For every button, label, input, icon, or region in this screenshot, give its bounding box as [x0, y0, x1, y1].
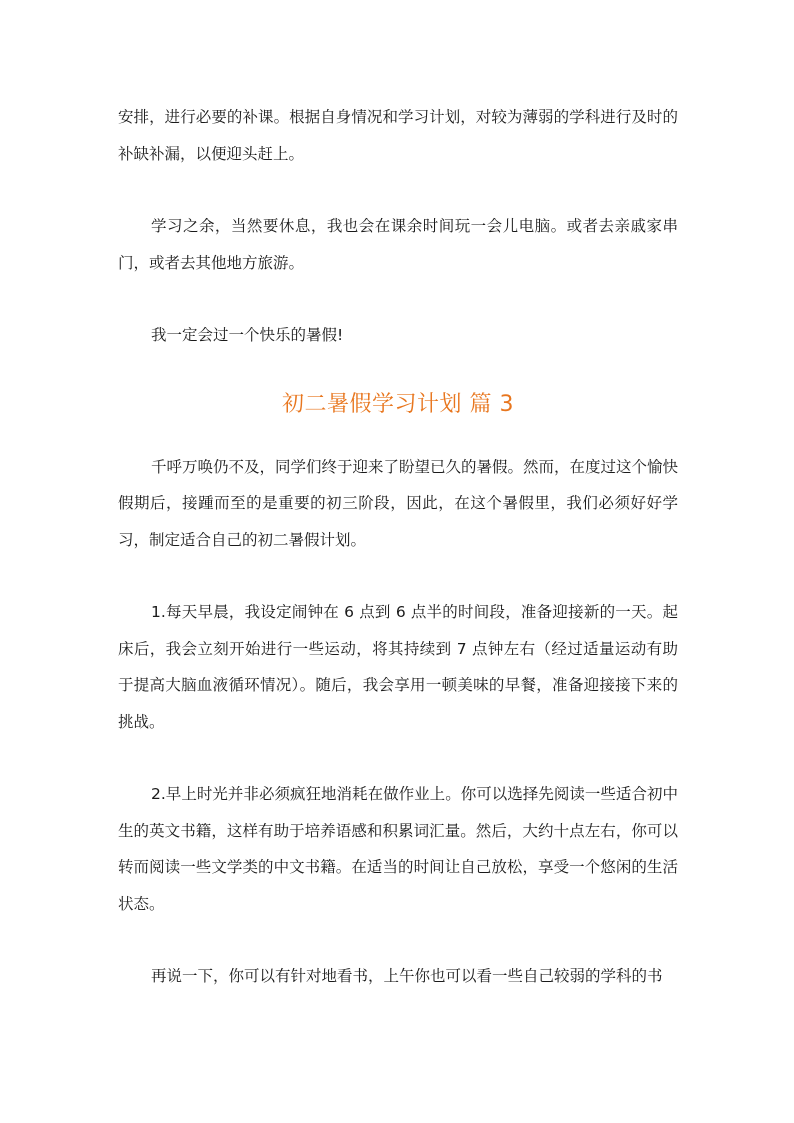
paragraph-gap: [118, 740, 678, 776]
paragraph-gap: [118, 172, 678, 208]
paragraph-4: 千呼万唤仍不及，同学们终于迎来了盼望已久的暑假。然而，在度过这个愉快假期后，接踵而至的是重要的初三阶段，因此，在这个暑假里，我们必须好好学习，制定适合自己的初二暑假计划。: [118, 457, 679, 549]
paragraph-6: 2.早上时光并非必须疯狂地消耗在做作业上。你可以选择先阅读一些适合初中生的英文书籍，这样有助于培养语感和积累词汇量。然后，大约十点左右，你可以转而阅读一些文学类的中文书籍。在适当的时间让自己放松，享受一个悠闲的生活状态。: [118, 785, 678, 913]
paragraph-2: 学习之余，当然要休息，我也会在课余时间玩一会儿电脑。或者去亲戚家串门，或者去其他地方旅游。: [118, 217, 678, 272]
section-heading: 初二暑假学习计划 篇 3: [282, 391, 514, 417]
paragraph-gap: [118, 281, 678, 317]
paragraph-gap: [118, 423, 678, 449]
document-body: [118, 99, 678, 995]
paragraph-5: 1.每天早晨，我设定闹钟在 6 点到 6 点半的时间段，准备迎接新的一天。起床后，我会立刻开始进行一些运动，将其持续到 7 点钟左右（经过适量运动有助于提高大脑血液循环情况）。随后，我会享用一顿美味的早餐，准备迎接接下来的挑战。: [118, 603, 678, 731]
paragraph-3: 我一定会过一个快乐的暑假!: [151, 326, 344, 344]
paragraph-1: 安排，进行必要的补课。根据自身情况和学习计划，对较为薄弱的学科进行及时的补缺补漏，以便迎头赶上。: [118, 108, 678, 163]
paragraph-gap: [118, 354, 678, 387]
paragraph-gap: [118, 558, 678, 594]
paragraph-7: 再说一下，你可以有针对地看书，上午你也可以看一些自己较弱的学科的书: [151, 967, 663, 985]
paragraph-gap: [118, 922, 678, 958]
